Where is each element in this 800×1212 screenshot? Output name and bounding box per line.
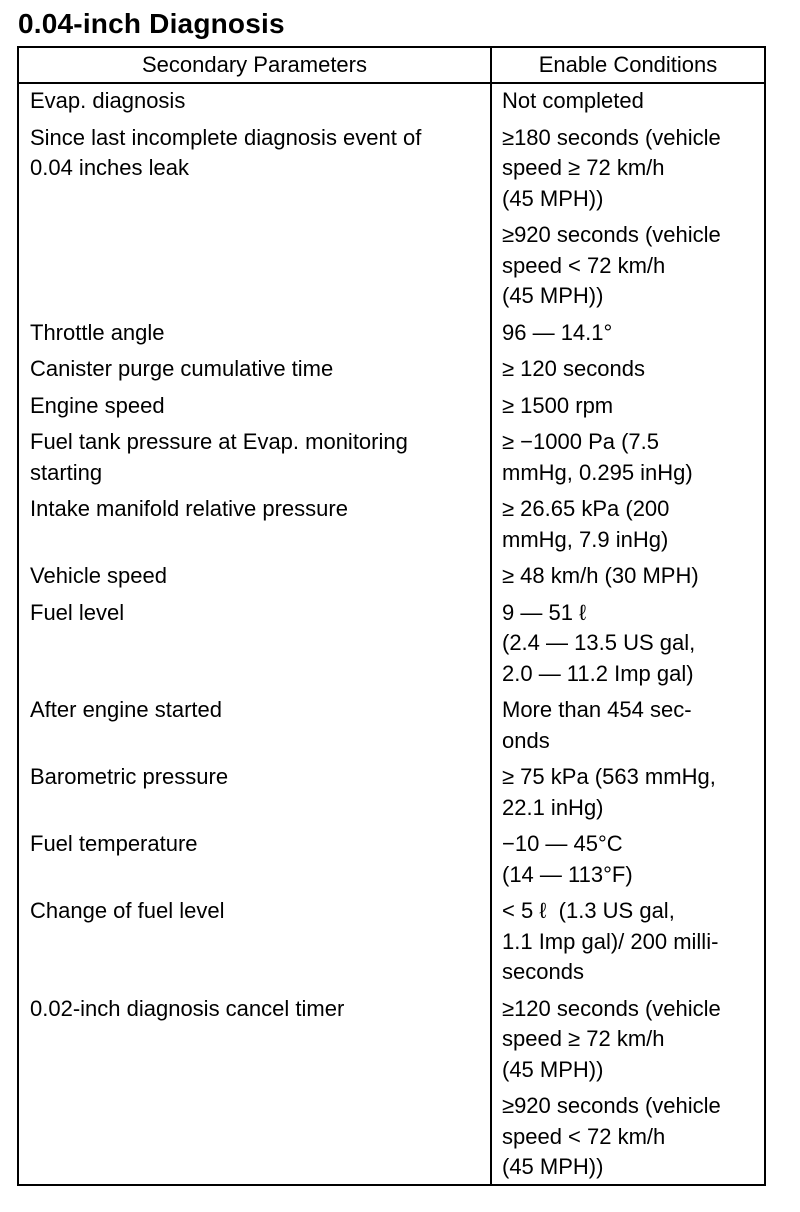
parameter-text: Fuel level bbox=[30, 599, 125, 625]
parameter-text: Evap. diagnosis bbox=[30, 88, 186, 113]
condition-text: Not completed bbox=[502, 88, 644, 113]
condition-text: (2.4 — 13.5 US gal, bbox=[502, 630, 696, 655]
table-row bbox=[19, 354, 764, 385]
condition-block bbox=[502, 829, 760, 890]
condition-cell bbox=[490, 695, 764, 756]
parameter-cell bbox=[19, 829, 490, 890]
table-row bbox=[19, 427, 764, 488]
condition-block bbox=[502, 561, 760, 592]
condition-text: 2.0 — 11.2 Imp gal) bbox=[502, 660, 694, 686]
condition-block bbox=[502, 695, 760, 756]
parameter-text: Vehicle speed bbox=[30, 563, 167, 588]
parameter-cell bbox=[19, 762, 490, 823]
parameter-cell bbox=[19, 427, 490, 488]
condition-block bbox=[502, 354, 760, 385]
condition-text: (14 — 113°F) bbox=[502, 861, 633, 887]
condition-cell bbox=[490, 994, 764, 1183]
condition-cell bbox=[490, 318, 764, 349]
condition-cell bbox=[490, 494, 764, 555]
parameter-cell bbox=[19, 994, 490, 1183]
condition-text: speed ≥ 72 km/h bbox=[502, 1026, 665, 1051]
condition-text: speed ≥ 72 km/h bbox=[502, 155, 665, 180]
condition-block bbox=[502, 86, 760, 117]
condition-cell bbox=[490, 391, 764, 422]
parameter-cell bbox=[19, 598, 490, 690]
table-row bbox=[19, 318, 764, 349]
condition-text: ≥ −1000 Pa (7.5 bbox=[502, 429, 660, 454]
table-row bbox=[19, 695, 764, 756]
parameter-cell bbox=[19, 695, 490, 756]
condition-text: (45 MPH)) bbox=[502, 1154, 604, 1179]
table-row bbox=[19, 994, 764, 1183]
condition-text: ≥180 seconds (vehicle bbox=[502, 124, 721, 150]
header-enable-conditions: Enable Conditions bbox=[538, 52, 718, 77]
condition-text: ≥920 seconds (vehicle bbox=[502, 1093, 721, 1118]
table-row bbox=[19, 896, 764, 988]
condition-block bbox=[502, 318, 760, 349]
table-row bbox=[19, 494, 764, 555]
condition-text: seconds bbox=[502, 959, 584, 984]
condition-text: (45 MPH)) bbox=[502, 1056, 604, 1082]
condition-text: ≥ 1500 rpm bbox=[502, 392, 614, 418]
parameter-text: Throttle angle bbox=[30, 319, 165, 345]
parameter-text: Since last incomplete diagnosis event of bbox=[30, 124, 422, 150]
condition-block bbox=[502, 123, 760, 215]
condition-text: speed < 72 km/h bbox=[502, 252, 666, 278]
condition-text: mmHg, 0.295 inHg) bbox=[502, 459, 693, 485]
condition-text: (45 MPH)) bbox=[502, 283, 604, 308]
condition-text: ≥920 seconds (vehicle bbox=[502, 222, 721, 247]
condition-text: −10 — 45°C bbox=[502, 831, 623, 856]
parameter-text: Engine speed bbox=[30, 392, 165, 418]
header-secondary-parameters: Secondary Parameters bbox=[142, 52, 367, 77]
table-row bbox=[19, 762, 764, 823]
parameter-cell bbox=[19, 561, 490, 592]
table-row bbox=[19, 598, 764, 690]
condition-cell bbox=[490, 896, 764, 988]
condition-text: < 5 ℓ (1.3 US gal, bbox=[502, 898, 675, 923]
condition-block bbox=[502, 494, 760, 555]
condition-block bbox=[502, 391, 760, 422]
condition-text: (45 MPH)) bbox=[502, 185, 604, 211]
condition-cell bbox=[490, 354, 764, 385]
condition-text: 96 — 14.1° bbox=[502, 319, 613, 345]
condition-block bbox=[502, 598, 760, 690]
parameter-text: Fuel temperature bbox=[30, 831, 198, 856]
parameter-text: Intake manifold relative pressure bbox=[30, 496, 348, 521]
condition-block bbox=[502, 994, 760, 1086]
parameter-cell bbox=[19, 354, 490, 385]
parameter-text: 0.04 inches leak bbox=[30, 155, 189, 180]
condition-cell bbox=[490, 762, 764, 823]
condition-text: 22.1 inHg) bbox=[502, 794, 604, 820]
parameter-cell bbox=[19, 318, 490, 349]
parameter-cell bbox=[19, 896, 490, 988]
condition-text: ≥ 26.65 kPa (200 bbox=[502, 496, 670, 521]
condition-cell bbox=[490, 829, 764, 890]
condition-text: 9 — 51 ℓ bbox=[502, 599, 587, 625]
table-row bbox=[19, 561, 764, 592]
parameter-cell bbox=[19, 391, 490, 422]
parameter-text: Barometric pressure bbox=[30, 764, 229, 789]
parameter-text: After engine started bbox=[30, 697, 223, 722]
condition-cell bbox=[490, 598, 764, 690]
condition-text: More than 454 sec- bbox=[502, 697, 692, 722]
condition-cell bbox=[490, 86, 764, 117]
parameter-text: 0.02-inch diagnosis cancel timer bbox=[30, 995, 345, 1021]
condition-text: ≥120 seconds (vehicle bbox=[502, 995, 721, 1021]
parameter-text: Fuel tank pressure at Evap. monitoring bbox=[30, 429, 408, 454]
condition-text: 1.1 Imp gal)/ 200 milli- bbox=[502, 928, 719, 954]
page-title: 0.04-inch Diagnosis bbox=[18, 8, 285, 39]
diagnosis-table bbox=[17, 46, 766, 1186]
condition-text: speed < 72 km/h bbox=[502, 1123, 666, 1149]
table-row bbox=[19, 86, 764, 117]
table-row bbox=[19, 123, 764, 312]
table-row bbox=[19, 391, 764, 422]
condition-text: ≥ 48 km/h (30 MPH) bbox=[502, 563, 699, 588]
condition-text: mmHg, 7.9 inHg) bbox=[502, 526, 669, 552]
table-body bbox=[19, 86, 764, 1183]
table-header-row bbox=[19, 48, 764, 84]
condition-block bbox=[502, 427, 760, 488]
parameter-cell bbox=[19, 494, 490, 555]
condition-block bbox=[502, 1091, 760, 1183]
table-row bbox=[19, 829, 764, 890]
parameter-cell bbox=[19, 123, 490, 312]
condition-block bbox=[502, 220, 760, 312]
parameter-text: Change of fuel level bbox=[30, 898, 225, 923]
condition-text: ≥ 120 seconds bbox=[502, 356, 645, 381]
condition-cell bbox=[490, 427, 764, 488]
condition-block bbox=[502, 762, 760, 823]
condition-cell bbox=[490, 561, 764, 592]
condition-text: ≥ 75 kPa (563 mmHg, bbox=[502, 764, 716, 789]
parameter-text: Canister purge cumulative time bbox=[30, 356, 334, 381]
parameter-text: starting bbox=[30, 459, 103, 485]
condition-text: onds bbox=[502, 727, 550, 753]
parameter-cell bbox=[19, 86, 490, 117]
condition-block bbox=[502, 896, 760, 988]
condition-cell bbox=[490, 123, 764, 312]
